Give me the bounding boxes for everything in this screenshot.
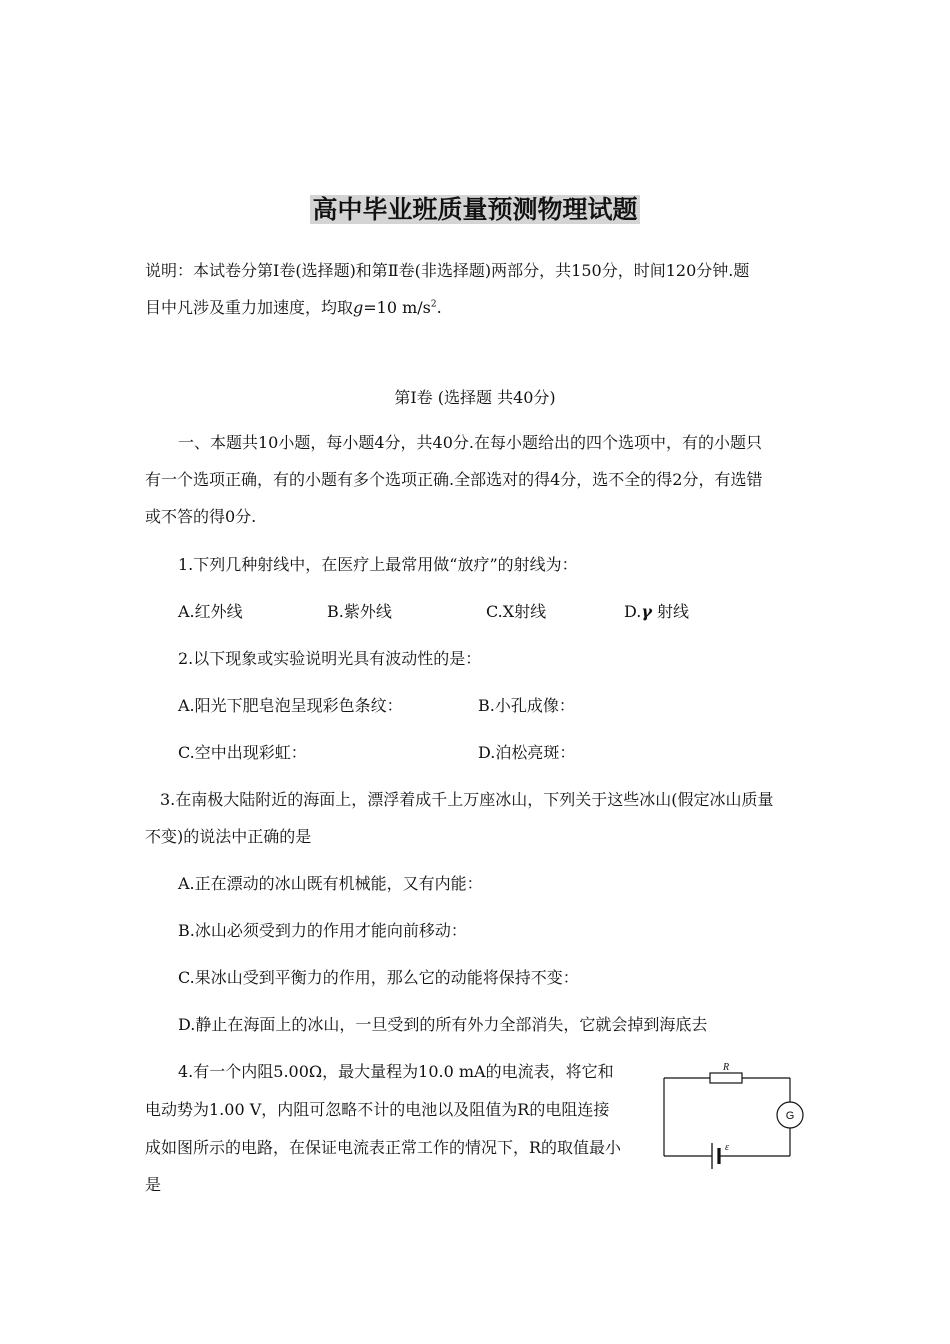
q3-option-d: D.静止在海面上的冰山，一旦受到的所有外力全部消失，它就会掉到海底去 [178,1015,708,1034]
q1-option-c: C.X射线 [486,602,547,621]
q4-line-1: 4.有一个内阻5.00Ω，最大量程为10.0 mA的电流表，将它和 [178,1062,614,1081]
intro-text-a: 目中凡涉及重力加速度，均取 [145,298,354,317]
intro-text-c: . [436,298,442,317]
q2-option-b: B.小孔成像： [478,696,575,715]
q3-stem-line-2: 不变)的说法中正确的是 [145,827,312,846]
q2-option-d: D.泊松亮斑： [478,743,576,762]
page-title-text: 高中毕业班质量预测物理试题 [312,195,638,224]
page-title [0,190,950,226]
q3-option-a: A.正在漂动的冰山既有机械能，又有内能： [178,874,483,893]
q3-stem-line-1: 3.在南极大陆附近的海面上，漂浮着成千上万座冰山，下列关于这些冰山(假定冰山质量 [160,790,774,809]
intro-text-b: =10 m/s [363,298,431,317]
battery-label: ε [725,1142,729,1153]
q1-option-d [624,602,689,622]
section-header: 第Ⅰ卷 (选择题 共40分) [394,388,556,407]
q3-option-b: B.冰山必须受到力的作用才能向前移动： [178,921,467,940]
q4-line-3: 成如图所示的电路，在保证电流表正常工作的情况下，R的取值最小 [145,1138,622,1157]
q2-stem: 2.以下现象或实验说明光具有波动性的是： [178,649,482,668]
q1-option-b: B.紫外线 [327,602,392,621]
intro-line-2 [145,298,442,318]
galvanometer-label: G [785,1110,795,1122]
q3-option-c: C.果冰山受到平衡力的作用，那么它的动能将保持不变： [178,968,579,987]
intro-line-1: 说明：本试卷分第Ⅰ卷(选择题)和第Ⅱ卷(非选择题)两部分，共150分，时间120分钟.题 [145,261,750,280]
unit-exponent: 2 [430,299,437,310]
gamma-symbol: γ [641,602,652,621]
q1-option-d-suffix: 射线 [651,602,689,621]
q1-option-a: A.红外线 [178,602,243,621]
q4-line-2: 电动势为1.00 V，内阻可忽略不计的电池以及阻值为R的电阻连接 [145,1100,610,1119]
resistor-symbol [710,1073,742,1083]
instructions-line-2: 有一个选项正确，有的小题有多个选项正确.全部选对的得4分，选不全的得2分，有选错 [145,470,763,489]
instructions-line-3: 或不答的得0分. [145,507,257,526]
circuit-diagram [650,1056,810,1176]
q1-option-d-prefix: D. [624,602,642,621]
instructions-line-1: 一、本题共10小题，每小题4分，共40分.在每小题给出的四个选项中，有的小题只 [178,433,762,452]
gravity-symbol: g [353,298,364,317]
resistor-label: R [722,1062,730,1073]
q1-stem: 1.下列几种射线中，在医疗上最常用做“放疗”的射线为： [178,555,578,574]
q2-option-a: A.阳光下肥皂泡呈现彩色条纹： [178,696,403,715]
q4-line-4: 是 [145,1175,162,1194]
q2-option-c: C.空中出现彩虹： [178,743,307,762]
